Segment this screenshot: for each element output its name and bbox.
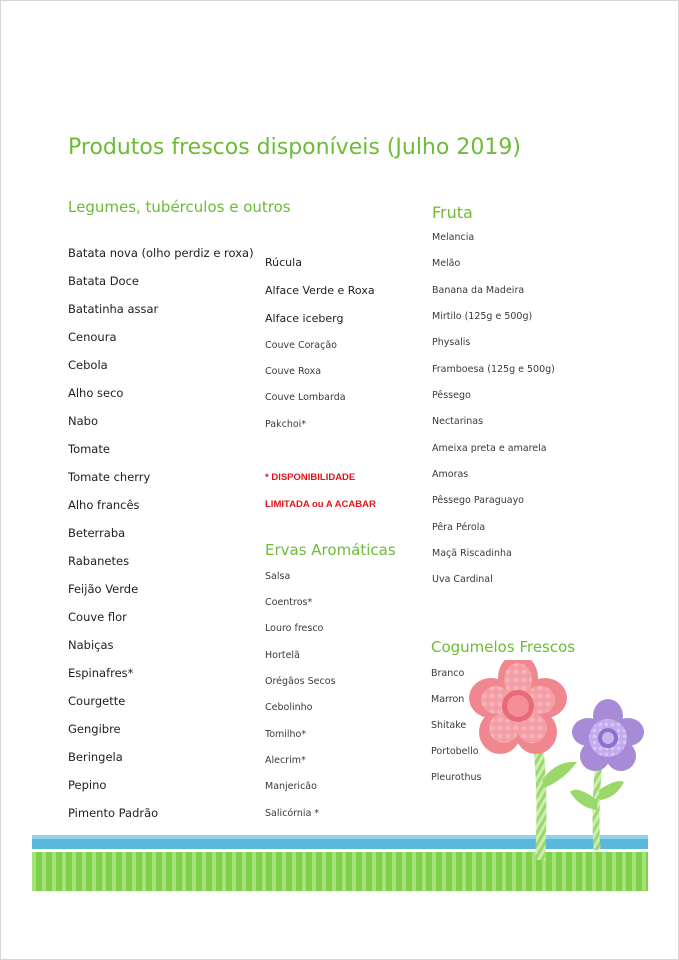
list-item: Alho seco [68,386,124,400]
list-item: Nabo [68,414,98,428]
heading-ervas: Ervas Aromáticas [265,541,396,559]
page-title: Produtos frescos disponíveis (Julho 2019) [68,135,521,160]
list-item: Banana da Madeira [432,285,525,296]
list-item: Couve Coração [265,340,337,351]
list-item: Gengibre [68,722,121,736]
list-item: Ameixa preta e amarela [432,443,547,454]
list-item: Uva Cardinal [432,574,493,585]
list-item: Salicórnia * [265,808,320,819]
list-item: Pleurothus [431,772,482,783]
list-item: Courgette [68,694,126,708]
list-item: Physalis [432,337,471,348]
list-item: Feijão Verde [68,582,139,596]
list-item: Couve Lombarda [265,392,346,403]
list-item: Cebola [68,358,108,372]
list-item: Melão [432,258,461,269]
list-item: Batata nova (olho perdiz e roxa) [68,246,254,260]
list-item: Alface Verde e Roxa [265,284,375,297]
list-item: Tomilho* [265,729,307,740]
heading-cogumelos: Cogumelos Frescos [431,638,576,656]
list-item: Couve flor [68,610,127,624]
list-item: Alface iceberg [265,312,344,325]
list-item: Cebolinho [265,702,313,713]
list-item: Beringela [68,750,123,764]
list-item: Alecrim* [265,755,306,766]
list-item: Manjericão [265,781,317,792]
footer-decoration [32,660,648,892]
list-item: Tomate cherry [68,470,151,484]
list-item: Amoras [432,469,469,480]
list-item: Pêra Pérola [432,522,486,533]
list-item: Beterraba [68,526,126,540]
list-item: Tomate [68,442,110,456]
list-item: Maçã Riscadinha [432,548,512,559]
list-item: Nabiças [68,638,114,652]
list-item: Nectarinas [432,416,484,427]
list-item: Framboesa (125g e 500g) [432,364,555,375]
pink-flower-icon [469,660,567,754]
list-item: Hortelã [265,650,300,661]
list-item: Branco [431,668,465,679]
list-item: Pimento Padrão [68,806,159,820]
list-item: Alho francês [68,498,140,512]
list-item: Shitake [431,720,467,731]
list-item: Rúcula [265,256,302,269]
list-item: Salsa [265,571,291,582]
list-item: Mirtilo (125g e 500g) [432,311,533,322]
list-item: Couve Roxa [265,366,322,377]
list-item: Melancia [432,232,475,243]
list-item: Cenoura [68,330,117,344]
list-item: Batata Doce [68,274,139,288]
list-item: Portobello [431,746,479,757]
list-item: Pêssego Paraguayo [432,495,524,506]
purple-flower-icon [572,699,644,771]
list-item: Marron [431,694,465,705]
list-item: Orégãos Secos [265,676,336,687]
list-item: Coentros* [265,597,313,608]
list-item: Pepino [68,778,107,792]
list-item: Pêssego [432,390,471,401]
heading-fruta: Fruta [432,203,473,222]
availability-notice-line1: * DISPONIBILIDADE [265,472,356,483]
list-item: Pakchoi* [265,419,307,430]
list-item: Espinafres* [68,666,134,680]
availability-notice-line2: LIMITADA ou A ACABAR [265,499,376,510]
heading-legumes: Legumes, tubérculos e outros [68,198,291,216]
list-item: Batatinha assar [68,302,159,316]
list-item: Louro fresco [265,623,324,634]
list-item: Rabanetes [68,554,130,568]
